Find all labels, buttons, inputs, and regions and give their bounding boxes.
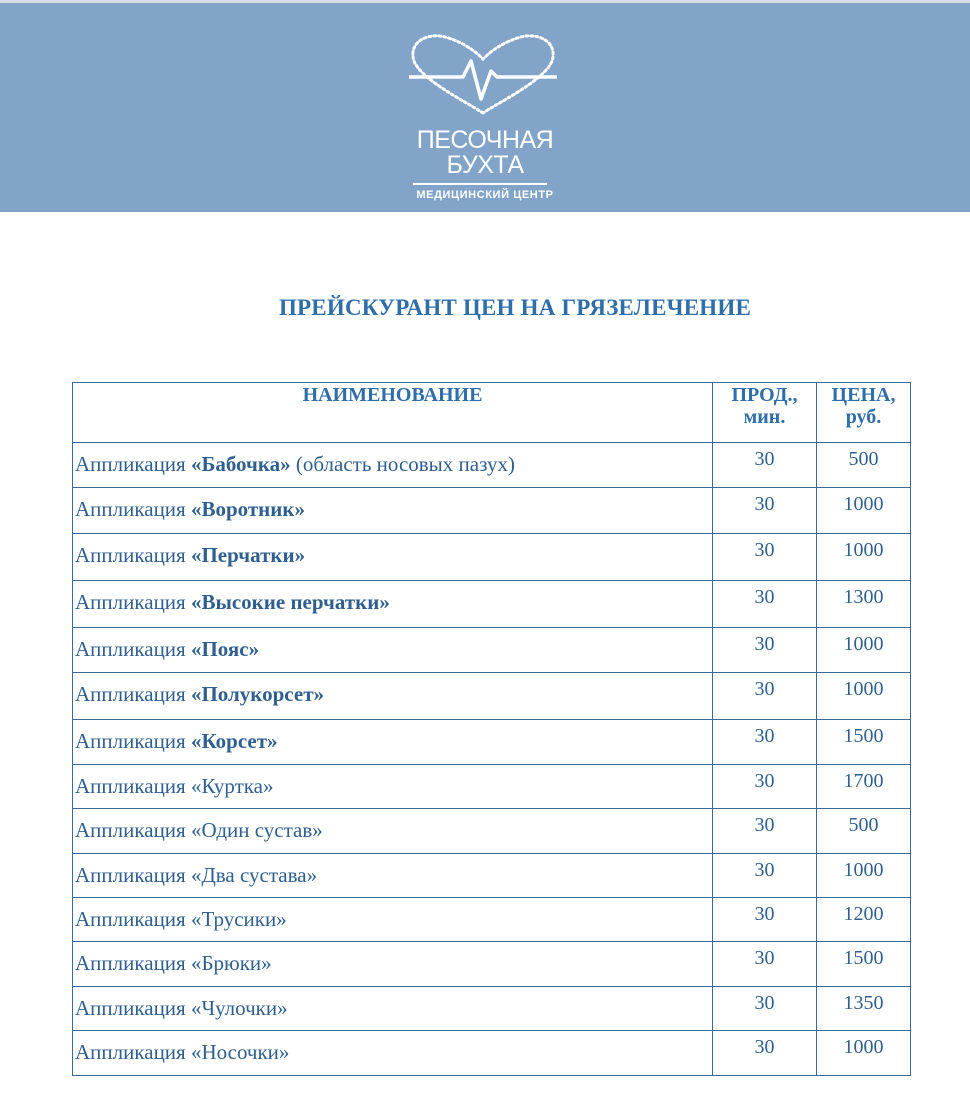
service-item: «Полукорсет» bbox=[190, 682, 325, 706]
table-row bbox=[73, 443, 911, 488]
service-name bbox=[73, 581, 713, 628]
duration-cell: 30 bbox=[713, 898, 817, 942]
price-cell: 1500 bbox=[817, 720, 911, 765]
table-row bbox=[73, 987, 911, 1031]
service-item: «Брюки» bbox=[190, 951, 272, 975]
service-name bbox=[73, 720, 713, 765]
price-cell: 500 bbox=[817, 443, 911, 488]
price-cell: 1000 bbox=[817, 534, 911, 581]
price-cell: 1000 bbox=[817, 673, 911, 720]
service-item: «Два сустава» bbox=[190, 863, 318, 887]
price-cell: 1200 bbox=[817, 898, 911, 942]
price-table bbox=[72, 382, 911, 1076]
service-item: «Перчатки» bbox=[190, 543, 306, 567]
service-item: «Чулочки» bbox=[190, 996, 288, 1020]
service-prefix: Аппликация bbox=[75, 996, 191, 1020]
table-row bbox=[73, 809, 911, 854]
service-prefix: Аппликация bbox=[75, 497, 191, 521]
service-name bbox=[73, 488, 713, 534]
table-row bbox=[73, 720, 911, 765]
service-prefix: Аппликация bbox=[75, 590, 191, 614]
duration-cell: 30 bbox=[713, 720, 817, 765]
service-prefix: Аппликация bbox=[75, 682, 191, 706]
duration-cell: 30 bbox=[713, 581, 817, 628]
service-item: «Пояс» bbox=[190, 637, 260, 661]
service-name bbox=[73, 628, 713, 673]
brand-divider bbox=[413, 183, 547, 185]
price-cell: 1000 bbox=[817, 488, 911, 534]
service-item: «Куртка» bbox=[190, 774, 274, 798]
duration-cell: 30 bbox=[713, 534, 817, 581]
service-item: «Бабочка» bbox=[190, 452, 291, 476]
table-row bbox=[73, 488, 911, 534]
service-item: «Высокие перчатки» bbox=[190, 590, 390, 614]
service-name bbox=[73, 765, 713, 809]
service-name bbox=[73, 854, 713, 898]
service-prefix: Аппликация bbox=[75, 543, 191, 567]
service-item: «Носочки» bbox=[190, 1040, 290, 1064]
service-note: (область носовых пазух) bbox=[290, 452, 515, 476]
duration-cell: 30 bbox=[713, 942, 817, 987]
table-row bbox=[73, 534, 911, 581]
service-name bbox=[73, 673, 713, 720]
table-row bbox=[73, 898, 911, 942]
duration-cell: 30 bbox=[713, 809, 817, 854]
service-prefix: Аппликация bbox=[75, 729, 191, 753]
brand-name-line2: БУХТА bbox=[446, 151, 524, 179]
service-name bbox=[73, 1031, 713, 1076]
service-name bbox=[73, 987, 713, 1031]
price-cell: 1000 bbox=[817, 628, 911, 673]
header-duration: ПРОД., мин. bbox=[713, 383, 817, 443]
duration-cell: 30 bbox=[713, 987, 817, 1031]
service-prefix: Аппликация bbox=[75, 863, 191, 887]
service-item: «Воротник» bbox=[190, 497, 305, 521]
service-name bbox=[73, 809, 713, 854]
table-row bbox=[73, 1031, 911, 1076]
price-cell: 1500 bbox=[817, 942, 911, 987]
header-price: ЦЕНА, руб. bbox=[817, 383, 911, 443]
service-name bbox=[73, 443, 713, 488]
table-row bbox=[73, 581, 911, 628]
service-prefix: Аппликация bbox=[75, 1040, 191, 1064]
table-row bbox=[73, 673, 911, 720]
price-cell: 1000 bbox=[817, 854, 911, 898]
service-prefix: Аппликация bbox=[75, 907, 191, 931]
service-name bbox=[73, 898, 713, 942]
duration-cell: 30 bbox=[713, 443, 817, 488]
header-name: НАИМЕНОВАНИЕ bbox=[73, 383, 713, 443]
duration-cell: 30 bbox=[713, 765, 817, 809]
duration-cell: 30 bbox=[713, 854, 817, 898]
service-item: «Корсет» bbox=[190, 729, 278, 753]
service-prefix: Аппликация bbox=[75, 818, 191, 842]
service-name bbox=[73, 534, 713, 581]
table-row bbox=[73, 942, 911, 987]
table-row bbox=[73, 628, 911, 673]
duration-cell: 30 bbox=[713, 628, 817, 673]
service-prefix: Аппликация bbox=[75, 637, 191, 661]
table-row bbox=[73, 854, 911, 898]
page-title: ПРЕЙСКУРАНТ ЦЕН НА ГРЯЗЕЛЕЧЕНИЕ bbox=[278, 295, 752, 320]
brand-name-line1: ПЕСОЧНАЯ bbox=[416, 126, 554, 154]
duration-cell: 30 bbox=[713, 488, 817, 534]
header-banner bbox=[0, 3, 970, 212]
price-cell: 1300 bbox=[817, 581, 911, 628]
price-cell: 1000 bbox=[817, 1031, 911, 1076]
service-item: «Один сустав» bbox=[190, 818, 323, 842]
duration-cell: 30 bbox=[713, 1031, 817, 1076]
brand-subtitle: МЕДИЦИНСКИЙ ЦЕНТР bbox=[416, 189, 554, 201]
service-prefix: Аппликация bbox=[75, 452, 191, 476]
service-prefix: Аппликация bbox=[75, 774, 191, 798]
table-row bbox=[73, 765, 911, 809]
table-header-row bbox=[73, 383, 911, 443]
heart-pulse-icon bbox=[405, 31, 561, 119]
service-name bbox=[73, 942, 713, 987]
service-item: «Трусики» bbox=[190, 907, 287, 931]
service-prefix: Аппликация bbox=[75, 951, 191, 975]
price-cell: 1350 bbox=[817, 987, 911, 1031]
price-cell: 500 bbox=[817, 809, 911, 854]
duration-cell: 30 bbox=[713, 673, 817, 720]
price-cell: 1700 bbox=[817, 765, 911, 809]
